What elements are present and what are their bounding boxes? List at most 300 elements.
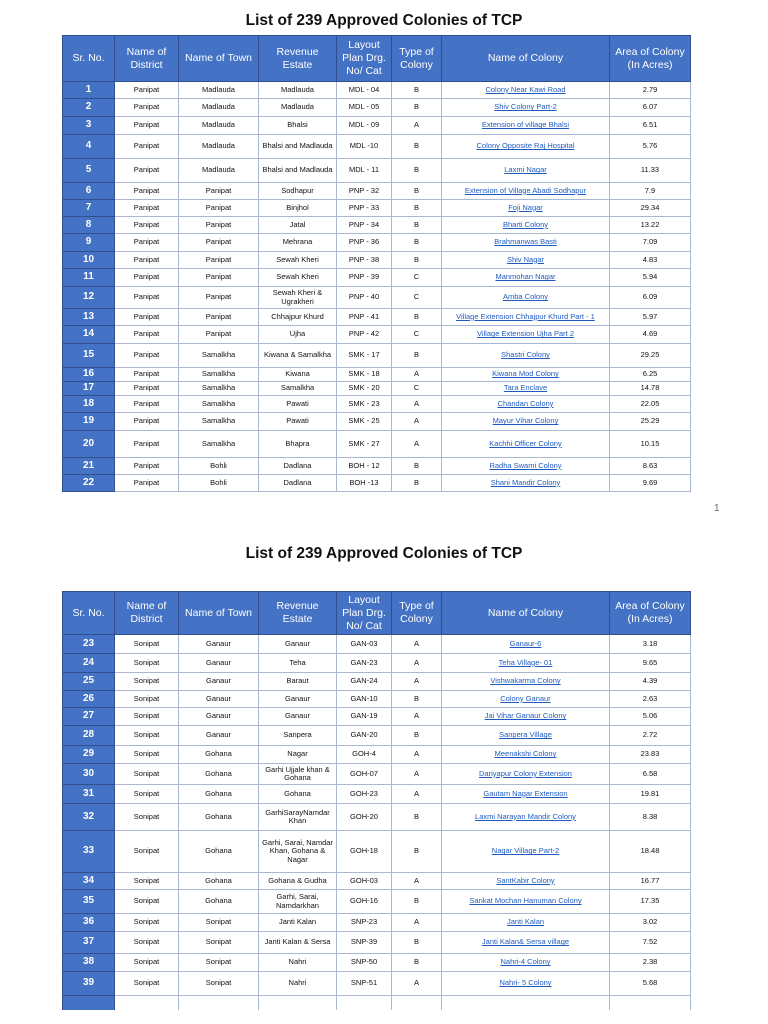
town-cell: Panipat	[179, 183, 259, 200]
colony-type-cell: B	[392, 344, 442, 368]
colony-name-link[interactable]: Amba Colony	[502, 292, 549, 302]
colony-name-cell	[442, 972, 610, 996]
revenue-estate-cell: Baraut	[259, 673, 337, 691]
town-cell: Madlauda	[179, 117, 259, 135]
revenue-estate-cell: GarhiSarayNamdar Khan	[259, 804, 337, 831]
colony-name-link[interactable]: Foji Nagar	[508, 202, 543, 212]
colony-name-cell	[442, 673, 610, 691]
colony-name-cell	[442, 458, 610, 475]
area-cell: 4.83	[610, 252, 691, 269]
sr-no-cell: 6	[63, 183, 115, 200]
colony-type-cell: B	[392, 217, 442, 234]
table-header-row	[63, 592, 691, 635]
sr-no-header: Sr. No.	[63, 592, 115, 635]
area-cell: 29.25	[610, 344, 691, 368]
town-cell: Panipat	[179, 200, 259, 217]
district-cell: Panipat	[115, 135, 179, 159]
colony-name-link[interactable]: Janti Kalan& Sersa village	[481, 937, 570, 947]
layout-plan-cell: GOH-07	[337, 764, 392, 785]
sr-no-cell: 32	[63, 804, 115, 831]
colony-name-link[interactable]: Teha Village- 01	[498, 657, 553, 667]
revenue-estate-header: Revenue Estate	[259, 36, 337, 82]
table-row	[63, 654, 691, 673]
layout-plan-cell: SNP-39	[337, 932, 392, 954]
area-cell: 10.15	[610, 431, 691, 458]
district-cell: Sonipat	[115, 804, 179, 831]
colony-type-cell: B	[392, 458, 442, 475]
table-row	[63, 804, 691, 831]
district-cell: Sonipat	[115, 635, 179, 654]
district-cell: Sonipat	[115, 726, 179, 746]
colony-type-cell: A	[392, 785, 442, 804]
layout-plan-header: Layout Plan Drg. No/ Cat	[337, 592, 392, 635]
revenue-estate-cell: Teha	[259, 654, 337, 673]
revenue-estate-cell: Garhi Ujjale khan & Gohana	[259, 764, 337, 785]
colony-type-cell: A	[392, 746, 442, 764]
colony-type-cell: B	[392, 726, 442, 746]
table-row	[63, 413, 691, 431]
layout-plan-cell	[337, 996, 392, 1010]
table-row	[63, 673, 691, 691]
colony-name-cell	[442, 159, 610, 183]
table-row	[63, 972, 691, 996]
colony-name-link[interactable]: Shiv Nagar	[506, 254, 545, 264]
colony-name-cell	[442, 890, 610, 914]
colony-name-cell	[442, 708, 610, 726]
colony-type-cell: A	[392, 635, 442, 654]
colony-name-link[interactable]: Chandan Colony	[497, 398, 554, 408]
colony-type-cell: A	[392, 764, 442, 785]
table-row	[63, 99, 691, 117]
colony-type-header: Type of Colony	[392, 36, 442, 82]
sr-no-cell: 27	[63, 708, 115, 726]
colony-type-cell: A	[392, 654, 442, 673]
colony-type-cell: B	[392, 932, 442, 954]
colony-name-link[interactable]: Manmohan Nagar	[495, 272, 556, 282]
layout-plan-cell: GOH-20	[337, 804, 392, 831]
table-row	[63, 135, 691, 159]
revenue-estate-cell: Sodhapur	[259, 183, 337, 200]
colony-name-cell	[442, 635, 610, 654]
table-row-partial	[63, 996, 691, 1010]
layout-plan-cell: SMK - 25	[337, 413, 392, 431]
district-cell: Panipat	[115, 344, 179, 368]
colony-type-cell	[392, 996, 442, 1010]
table-row	[63, 932, 691, 954]
page-2	[0, 535, 768, 1024]
colony-type-cell: A	[392, 431, 442, 458]
town-cell: Panipat	[179, 287, 259, 309]
area-cell: 6.51	[610, 117, 691, 135]
colony-name-link[interactable]: Brahmanwas Basti	[494, 237, 557, 247]
area-cell: 6.09	[610, 287, 691, 309]
layout-plan-cell: MDL - 09	[337, 117, 392, 135]
revenue-estate-cell: Gohana	[259, 785, 337, 804]
sr-no-cell: 18	[63, 396, 115, 413]
colony-type-cell: A	[392, 117, 442, 135]
colony-type-cell: A	[392, 673, 442, 691]
colony-name-link[interactable]: Extension of village Bhalsi	[481, 120, 570, 130]
colony-type-cell: A	[392, 368, 442, 382]
sr-no-cell: 1	[63, 82, 115, 99]
colony-type-cell: A	[392, 914, 442, 932]
sr-no-cell: 28	[63, 726, 115, 746]
district-cell: Panipat	[115, 217, 179, 234]
area-cell: 7.9	[610, 183, 691, 200]
colony-type-cell: B	[392, 82, 442, 99]
colony-name-cell	[442, 252, 610, 269]
revenue-estate-cell: Jatal	[259, 217, 337, 234]
area-header: Area of Colony (In Acres)	[610, 36, 691, 82]
colony-name-link[interactable]: Colony Ganaur	[500, 693, 551, 703]
colony-name-link[interactable]: Shani Mandir Colony	[490, 477, 561, 487]
sr-no-cell: 12	[63, 287, 115, 309]
layout-plan-cell: GOH-18	[337, 831, 392, 873]
page-separator	[0, 515, 768, 535]
colony-name-cell	[442, 413, 610, 431]
district-cell: Sonipat	[115, 914, 179, 932]
colony-type-cell: B	[392, 159, 442, 183]
colony-type-cell: A	[392, 972, 442, 996]
layout-plan-cell: SMK - 23	[337, 396, 392, 413]
colony-name-cell	[442, 873, 610, 890]
layout-plan-cell: PNP - 32	[337, 183, 392, 200]
area-cell: 3.18	[610, 635, 691, 654]
colony-name-link[interactable]: Kachhi Officer Colony	[489, 438, 562, 448]
sr-no-cell: 2	[63, 99, 115, 117]
area-cell: 7.52	[610, 932, 691, 954]
area-cell: 2.79	[610, 82, 691, 99]
colony-name-link[interactable]: Shastri Colony	[501, 350, 550, 360]
area-cell: 6.07	[610, 99, 691, 117]
sr-no-cell: 13	[63, 309, 115, 326]
table-row	[63, 287, 691, 309]
revenue-estate-cell	[259, 996, 337, 1010]
table-row	[63, 382, 691, 396]
table-row	[63, 691, 691, 708]
colony-name-cell	[442, 200, 610, 217]
colony-name-link[interactable]: Village Extension Ujha Part 2	[476, 329, 574, 339]
revenue-estate-cell: Pawati	[259, 413, 337, 431]
sr-no-cell: 8	[63, 217, 115, 234]
colony-name-link[interactable]: Nagar Village Part-2	[491, 846, 560, 856]
layout-plan-cell: PNP - 39	[337, 269, 392, 287]
town-cell: Ganaur	[179, 654, 259, 673]
revenue-estate-cell: Sewah Kheri	[259, 252, 337, 269]
table-row	[63, 785, 691, 804]
layout-plan-cell: GOH-4	[337, 746, 392, 764]
area-cell: 6.25	[610, 368, 691, 382]
table-row	[63, 873, 691, 890]
revenue-estate-cell: Nahri	[259, 972, 337, 996]
sr-no-cell: 9	[63, 234, 115, 252]
area-cell: 14.78	[610, 382, 691, 396]
sr-no-cell: 4	[63, 135, 115, 159]
layout-plan-cell: GOH-03	[337, 873, 392, 890]
colony-name-cell	[442, 382, 610, 396]
colony-type-cell: B	[392, 309, 442, 326]
sr-no-cell: 33	[63, 831, 115, 873]
district-cell: Sonipat	[115, 654, 179, 673]
sr-no-cell: 21	[63, 458, 115, 475]
table-row	[63, 217, 691, 234]
colony-name-link[interactable]: Janti Kalan	[506, 917, 545, 927]
layout-plan-cell: SMK - 18	[337, 368, 392, 382]
revenue-estate-cell: Bhalsi	[259, 117, 337, 135]
revenue-estate-cell: Janti Kalan & Sersa	[259, 932, 337, 954]
district-cell: Panipat	[115, 234, 179, 252]
town-cell: Sonipat	[179, 972, 259, 996]
area-cell: 22.05	[610, 396, 691, 413]
area-cell: 25.29	[610, 413, 691, 431]
colony-name-link[interactable]: Radha Swami Colony	[489, 460, 562, 470]
area-cell: 29.34	[610, 200, 691, 217]
layout-plan-cell: GOH-16	[337, 890, 392, 914]
colony-type-cell: C	[392, 287, 442, 309]
colony-name-link[interactable]: Shiv Colony Part-2	[494, 102, 557, 112]
revenue-estate-cell: Ganaur	[259, 691, 337, 708]
revenue-estate-cell: Sewah Kheri	[259, 269, 337, 287]
layout-plan-cell: GOH-23	[337, 785, 392, 804]
layout-plan-cell: PNP - 34	[337, 217, 392, 234]
colonies-table-page-2	[62, 591, 691, 1010]
colony-name-cell	[442, 326, 610, 344]
revenue-estate-cell: Bhapra	[259, 431, 337, 458]
revenue-estate-cell: Gohana & Gudha	[259, 873, 337, 890]
sr-no-cell: 20	[63, 431, 115, 458]
sr-no-cell: 30	[63, 764, 115, 785]
page-number: 1	[714, 503, 720, 514]
colony-name-cell	[442, 785, 610, 804]
district-cell: Panipat	[115, 269, 179, 287]
layout-plan-cell: GAN-23	[337, 654, 392, 673]
town-header: Name of Town	[179, 36, 259, 82]
table-row	[63, 183, 691, 200]
layout-plan-cell: GAN-10	[337, 691, 392, 708]
district-cell: Panipat	[115, 159, 179, 183]
colony-name-link[interactable]: Laxmi Nagar	[504, 165, 547, 175]
district-cell: Panipat	[115, 287, 179, 309]
colony-type-cell: B	[392, 183, 442, 200]
revenue-estate-cell: Chhajpur Khurd	[259, 309, 337, 326]
colony-name-cell	[442, 309, 610, 326]
colony-name-link[interactable]: Tara Enclave	[503, 383, 548, 393]
sr-no-cell: 37	[63, 932, 115, 954]
revenue-estate-cell: Pawati	[259, 396, 337, 413]
sr-no-cell: 22	[63, 475, 115, 492]
district-cell: Panipat	[115, 368, 179, 382]
table-row	[63, 269, 691, 287]
colony-name-cell	[442, 475, 610, 492]
table-row	[63, 475, 691, 492]
colony-name-link[interactable]: Colony Near Kawi Road	[485, 84, 566, 94]
revenue-estate-cell: Samalkha	[259, 382, 337, 396]
layout-plan-cell: PNP - 40	[337, 287, 392, 309]
town-cell: Madlauda	[179, 135, 259, 159]
colony-name-link[interactable]: Nahri- 5 Colony	[499, 978, 552, 988]
colony-name-cell	[442, 431, 610, 458]
town-cell: Ganaur	[179, 691, 259, 708]
colony-type-cell: C	[392, 269, 442, 287]
sr-no-cell	[63, 996, 115, 1010]
colony-name-link[interactable]: Nahri-4 Colony	[500, 957, 551, 967]
colony-name-link[interactable]: Vishwakarma Colony	[490, 676, 561, 686]
sr-no-cell: 35	[63, 890, 115, 914]
area-cell: 11.33	[610, 159, 691, 183]
layout-plan-cell: PNP - 36	[337, 234, 392, 252]
sr-no-cell: 23	[63, 635, 115, 654]
area-cell	[610, 996, 691, 1010]
sr-no-cell: 38	[63, 954, 115, 972]
colony-name-cell	[442, 287, 610, 309]
town-cell: Samalkha	[179, 431, 259, 458]
area-cell: 5.68	[610, 972, 691, 996]
colony-type-cell: B	[392, 234, 442, 252]
sr-no-cell: 17	[63, 382, 115, 396]
colony-name-cell	[442, 99, 610, 117]
colony-name-link[interactable]: Sankat Mochan Hanuman Colony	[469, 896, 582, 906]
area-cell: 5.06	[610, 708, 691, 726]
sr-no-cell: 31	[63, 785, 115, 804]
area-cell: 2.63	[610, 691, 691, 708]
revenue-estate-cell: Dadlana	[259, 475, 337, 492]
table-row	[63, 954, 691, 972]
table-row	[63, 746, 691, 764]
area-cell: 2.72	[610, 726, 691, 746]
district-cell: Panipat	[115, 117, 179, 135]
area-cell: 8.63	[610, 458, 691, 475]
colony-name-cell	[442, 932, 610, 954]
town-cell: Bohli	[179, 458, 259, 475]
colony-name-link[interactable]: Mayur Vihar Colony	[492, 416, 559, 426]
sr-no-cell: 11	[63, 269, 115, 287]
district-cell: Panipat	[115, 200, 179, 217]
town-cell: Ganaur	[179, 673, 259, 691]
colony-name-cell	[442, 654, 610, 673]
colonies-table-page-1	[62, 35, 691, 492]
colony-name-link[interactable]: Gautam Nagar Extension	[483, 788, 568, 798]
layout-plan-cell: SMK - 17	[337, 344, 392, 368]
district-cell: Sonipat	[115, 691, 179, 708]
colony-name-link[interactable]: Bharti Colony	[502, 219, 549, 229]
district-cell: Panipat	[115, 396, 179, 413]
colony-name-link[interactable]: SantKabir Colony	[496, 875, 555, 885]
district-cell: Panipat	[115, 326, 179, 344]
colony-name-link[interactable]: Ganaur-6	[509, 638, 542, 648]
colony-type-cell: B	[392, 200, 442, 217]
area-cell: 5.76	[610, 135, 691, 159]
layout-plan-cell: BOH -13	[337, 475, 392, 492]
district-cell: Sonipat	[115, 890, 179, 914]
colony-name-cell	[442, 804, 610, 831]
colony-name-cell	[442, 234, 610, 252]
colony-type-cell: A	[392, 396, 442, 413]
colony-name-link[interactable]: Jai Vihar Ganaur Colony	[484, 711, 567, 721]
revenue-estate-header: Revenue Estate	[259, 592, 337, 635]
table-row	[63, 458, 691, 475]
colony-type-cell: B	[392, 954, 442, 972]
colony-name-link[interactable]: Extension of Village Abadi Sodhapur	[464, 185, 587, 195]
table-row	[63, 708, 691, 726]
colony-name-link[interactable]: Kiwana Mod Colony	[492, 369, 559, 379]
town-cell: Samalkha	[179, 344, 259, 368]
layout-plan-cell: MDL - 11	[337, 159, 392, 183]
town-cell: Samalkha	[179, 413, 259, 431]
area-cell: 3.02	[610, 914, 691, 932]
sr-no-cell: 7	[63, 200, 115, 217]
layout-plan-cell: PNP - 38	[337, 252, 392, 269]
colony-type-cell: B	[392, 691, 442, 708]
town-cell: Gohana	[179, 873, 259, 890]
colony-name-cell	[442, 954, 610, 972]
area-header: Area of Colony (In Acres)	[610, 592, 691, 635]
area-cell: 17.35	[610, 890, 691, 914]
town-cell: Sonipat	[179, 932, 259, 954]
district-cell: Sonipat	[115, 932, 179, 954]
table-row	[63, 726, 691, 746]
sr-no-cell: 34	[63, 873, 115, 890]
sr-no-cell: 3	[63, 117, 115, 135]
sr-no-cell: 29	[63, 746, 115, 764]
colony-type-cell: A	[392, 413, 442, 431]
colony-name-cell	[442, 269, 610, 287]
colony-type-cell: B	[392, 890, 442, 914]
sr-no-cell: 25	[63, 673, 115, 691]
revenue-estate-cell: Sanpera	[259, 726, 337, 746]
table-row	[63, 368, 691, 382]
colony-type-cell: A	[392, 873, 442, 890]
colony-name-link[interactable]: Village Extension Chhajpur Khurd Part - 1	[456, 311, 595, 321]
colony-type-cell: C	[392, 382, 442, 396]
district-cell: Panipat	[115, 382, 179, 396]
town-cell: Samalkha	[179, 382, 259, 396]
town-cell: Gohana	[179, 831, 259, 873]
colony-name-link[interactable]: Dariyapur Colony Extension	[479, 768, 572, 778]
layout-plan-cell: SMK - 20	[337, 382, 392, 396]
town-cell	[179, 996, 259, 1010]
colony-name-cell	[442, 746, 610, 764]
sr-no-cell: 36	[63, 914, 115, 932]
colony-name-link[interactable]: Laxmi Narayan Mandir Colony	[475, 811, 576, 821]
area-cell: 9.69	[610, 475, 691, 492]
colony-type-cell: C	[392, 326, 442, 344]
revenue-estate-cell: Janti Kalan	[259, 914, 337, 932]
revenue-estate-cell: Binjhol	[259, 200, 337, 217]
table-row	[63, 309, 691, 326]
area-cell: 2.38	[610, 954, 691, 972]
colony-name-link[interactable]: Sanpera Village	[499, 730, 552, 740]
colony-type-cell: A	[392, 708, 442, 726]
area-cell: 7.09	[610, 234, 691, 252]
district-cell: Sonipat	[115, 746, 179, 764]
colony-name-cell	[442, 726, 610, 746]
layout-plan-cell: SMK - 27	[337, 431, 392, 458]
layout-plan-cell: MDL - 04	[337, 82, 392, 99]
district-cell: Sonipat	[115, 708, 179, 726]
sr-no-cell: 19	[63, 413, 115, 431]
colony-type-cell: B	[392, 99, 442, 117]
area-cell: 13.22	[610, 217, 691, 234]
colony-name-cell	[442, 396, 610, 413]
town-cell: Sonipat	[179, 914, 259, 932]
table-header-row	[63, 36, 691, 82]
area-cell: 4.39	[610, 673, 691, 691]
colony-name-link[interactable]: Meenakshi Colony	[494, 749, 557, 759]
layout-plan-header: Layout Plan Drg. No/ Cat	[337, 36, 392, 82]
layout-plan-cell: PNP - 41	[337, 309, 392, 326]
table-row	[63, 200, 691, 217]
colony-name-link[interactable]: Colony Opposite Raj Hospital	[476, 141, 575, 151]
